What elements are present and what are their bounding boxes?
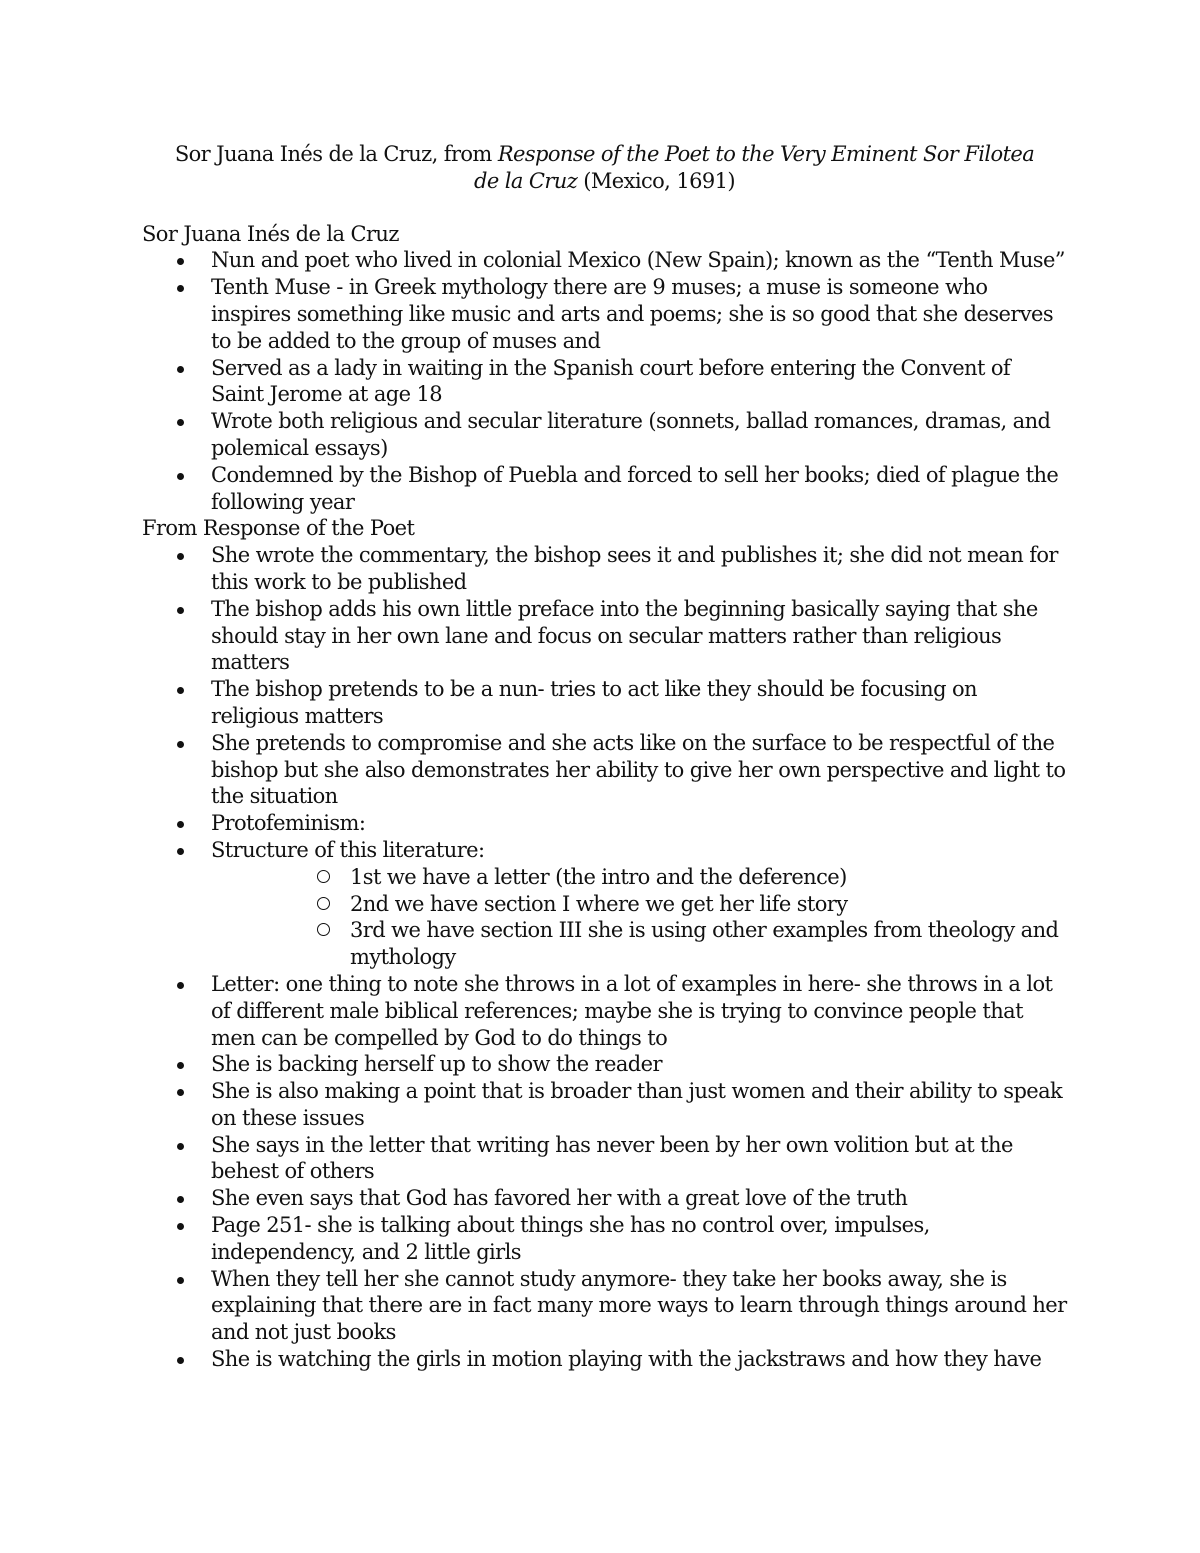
bullet-icon (177, 473, 184, 480)
bullet-icon (177, 366, 184, 373)
sublist-item-text: 3rd we have section III she is using other examples from theology and mythology (350, 918, 1059, 970)
list-item-text: She wrote the commentary, the bishop sees it and publishes it; she did not mean for this work to be published (211, 543, 1058, 594)
sublist-item (211, 891, 1067, 918)
bullet-icon (177, 258, 184, 265)
list-item (142, 730, 1067, 810)
list-item-text: She says in the letter that writing has never been by her own volition but at the behest of others (211, 1132, 1013, 1184)
sublist-item-text: 1st we have a letter (the intro and the deference) (350, 864, 847, 889)
section-heading-biography: Sor Juana Inés de la Cruz (142, 221, 399, 246)
list-item (142, 274, 1067, 354)
list-item (142, 355, 1067, 409)
list-item-text: She pretends to compromise and she acts like on the surface to be respectful of the bishop but she also demonstrates her ability to give her own perspective and light to the situation (211, 730, 1066, 809)
document-body (142, 141, 1067, 1373)
bullet-icon (177, 1357, 184, 1364)
sublist-item-text: 2nd we have section I where we get her life story (350, 891, 848, 916)
hollow-circle-bullet-icon (317, 923, 330, 936)
list-item-text: She is watching the girls in motion playing with the jackstraws and how they have (211, 1347, 1042, 1372)
list-item-text: Structure of this literature: (211, 837, 485, 862)
list-item (142, 1346, 1067, 1373)
list-item-text: When they tell her she cannot study anymore- they take her books away, she is explaining that there are in fact many more ways to learn through things around her and not just books (211, 1266, 1067, 1345)
title-suffix: (Mexico, 1691) (577, 168, 735, 193)
document-title (142, 141, 1067, 195)
bullet-icon (177, 982, 184, 989)
list-item (142, 1212, 1067, 1266)
list-item-text: She even says that God has favored her with a great love of the truth (211, 1186, 908, 1211)
bullet-icon (177, 821, 184, 828)
list-item (142, 1051, 1067, 1078)
list-item (142, 971, 1067, 1051)
bullet-icon (177, 687, 184, 694)
response-list (142, 542, 1067, 1373)
title-prefix: Sor Juana Inés de la Cruz, from (174, 142, 498, 166)
structure-sublist (211, 864, 1067, 971)
list-item (142, 1078, 1067, 1132)
bullet-icon (177, 1196, 184, 1203)
bullet-icon (177, 1089, 184, 1096)
list-item-text: She is backing herself up to show the reader (211, 1052, 662, 1077)
bullet-icon (177, 1223, 184, 1230)
list-item-text: The bishop adds his own little preface into the beginning basically saying that she should stay in her own lane and focus on secular matters rather than religious matters (211, 596, 1038, 675)
bullet-icon (177, 607, 184, 614)
list-item-text: The bishop pretends to be a nun- tries to act like they should be focusing on religious matters (211, 677, 977, 728)
bullet-icon (177, 1143, 184, 1150)
list-item (142, 462, 1067, 516)
bullet-icon (177, 848, 184, 855)
hollow-circle-bullet-icon (317, 897, 330, 910)
list-item-text: Protofeminism: (211, 811, 366, 836)
bullet-icon (177, 741, 184, 748)
title-work: Response of the Poet to the Very Eminent Sor Filotea de la Cruz (474, 142, 1035, 193)
biography-list (142, 247, 1067, 515)
list-item-text: Nun and poet who lived in colonial Mexico (New Spain); known as the “Tenth Muse” (211, 248, 1065, 273)
list-item-text: Served as a lady in waiting in the Spanish court before entering the Convent of Saint Jerome at age 18 (211, 355, 1011, 407)
list-item (142, 1266, 1067, 1346)
list-item-text: Page 251- she is talking about things she has no control over, impulses, independency, and 2 little girls (211, 1213, 930, 1264)
list-item (142, 542, 1067, 596)
bullet-icon (177, 1062, 184, 1069)
bullet-icon (177, 419, 184, 426)
sublist-item (211, 917, 1067, 971)
hollow-circle-bullet-icon (317, 870, 330, 883)
bullet-icon (177, 553, 184, 560)
list-item (142, 810, 1067, 837)
list-item (142, 596, 1067, 676)
list-item (142, 1132, 1067, 1186)
bullet-icon (177, 285, 184, 292)
list-item (142, 1185, 1067, 1212)
sublist-item (211, 864, 1067, 891)
bullet-icon (177, 1277, 184, 1284)
list-item (142, 247, 1067, 274)
section-heading-response: From Response of the Poet (142, 516, 415, 541)
list-item-text: Wrote both religious and secular literature (sonnets, ballad romances, dramas, and polemical essays) (211, 409, 1051, 460)
list-item-text: She is also making a point that is broader than just women and their ability to speak on these issues (211, 1079, 1063, 1130)
list-item-text: Letter: one thing to note she throws in a lot of examples in here- she throws in a lot of different male biblical references; maybe she is trying to convince people that men can be compelled by God to do things to (211, 971, 1053, 1050)
list-item (142, 676, 1067, 730)
list-item (142, 837, 1067, 971)
list-item (142, 408, 1067, 462)
list-item-text: Tenth Muse - in Greek mythology there are 9 muses; a muse is someone who inspires something like music and arts and poems; she is so good that she deserves to be added to the group of muses and (211, 275, 1054, 353)
list-item-text: Condemned by the Bishop of Puebla and forced to sell her books; died of plague the following year (211, 462, 1059, 514)
